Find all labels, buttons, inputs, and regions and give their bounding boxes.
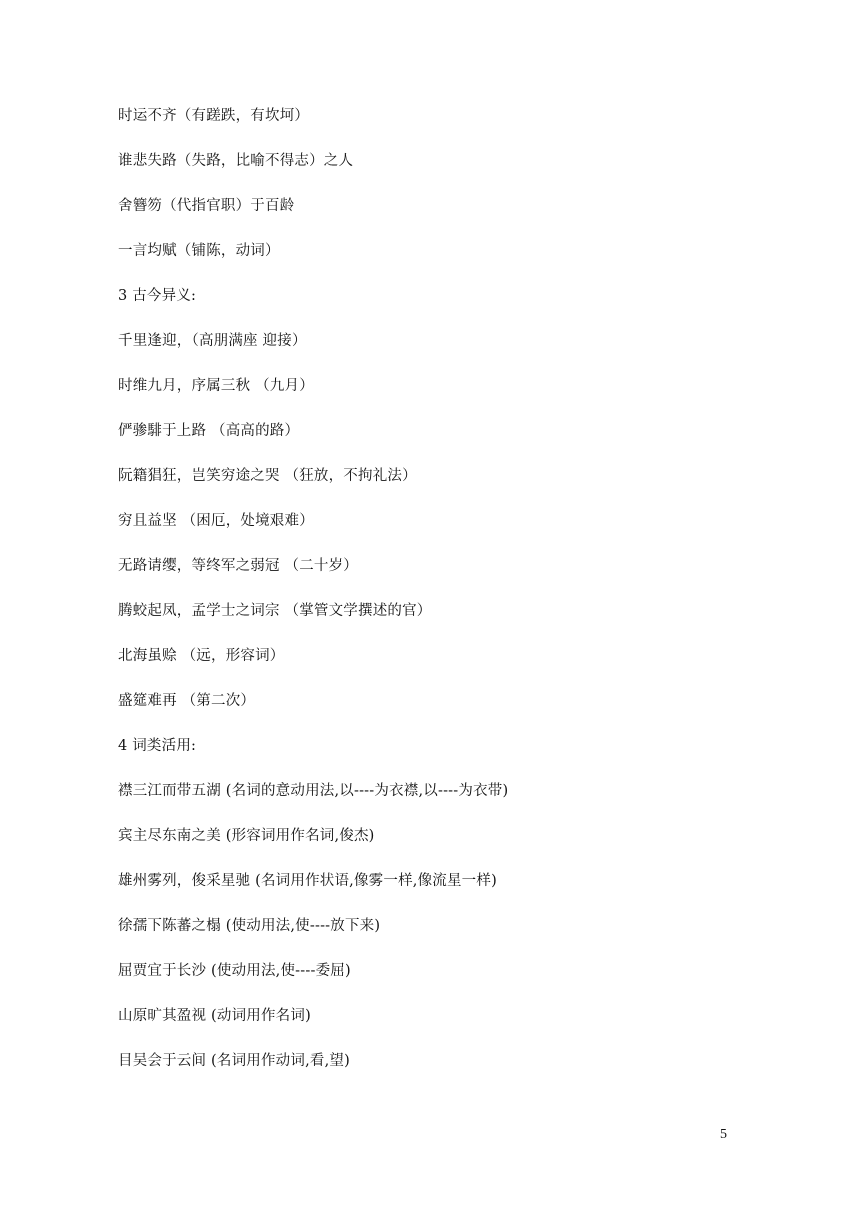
text-line: 北海虽赊 （远，形容词） (118, 648, 285, 664)
text-line: 雄州雾列，俊采星驰 (名词用作状语,像雾一样,像流星一样) (118, 873, 497, 889)
text-line: 俨骖騑于上路 （高高的路） (118, 423, 300, 439)
text-line: 屈贾宜于长沙 (使动用法,使----委屈) (118, 963, 351, 979)
text-line: 盛筵难再 （第二次） (118, 693, 256, 709)
section-heading: 4 词类活用: (118, 738, 197, 754)
text-line: 舍簪笏（代指官职）于百龄 (118, 198, 295, 214)
text-body (118, 105, 798, 1095)
text-line: 穷且益坚 （困厄，处境艰难） (118, 513, 314, 529)
text-line: 谁悲失路（失路，比喻不得志）之人 (118, 153, 354, 169)
section-heading: 3 古今异义: (118, 288, 197, 304)
page-number: 5 (720, 1127, 727, 1142)
text-line: 目吴会于云间 (名词用作动词,看,望) (118, 1053, 350, 1069)
text-line: 无路请缨，等终军之弱冠 （二十岁） (118, 558, 359, 574)
text-line: 襟三江而带五湖 (名词的意动用法,以----为衣襟,以----为衣带) (118, 783, 509, 799)
text-line: 阮籍猖狂，岂笑穷途之哭 （狂放，不拘礼法） (118, 468, 417, 484)
text-line: 时维九月，序属三秋 （九月） (118, 378, 314, 394)
text-line: 一言均赋（铺陈，动词） (118, 243, 280, 259)
text-line: 腾蛟起凤，孟学士之词宗 （掌管文学撰述的官） (118, 603, 432, 619)
text-line: 山原旷其盈视 (动词用作名词) (118, 1008, 311, 1024)
text-line: 徐孺下陈蕃之榻 (使动用法,使----放下来) (118, 918, 381, 934)
text-line: 宾主尽东南之美 (形容词用作名词,俊杰) (118, 828, 375, 844)
text-line: 千里逢迎，（高朋满座 迎接） (118, 333, 307, 349)
text-line: 时运不齐（有蹉跌，有坎坷） (118, 108, 310, 124)
